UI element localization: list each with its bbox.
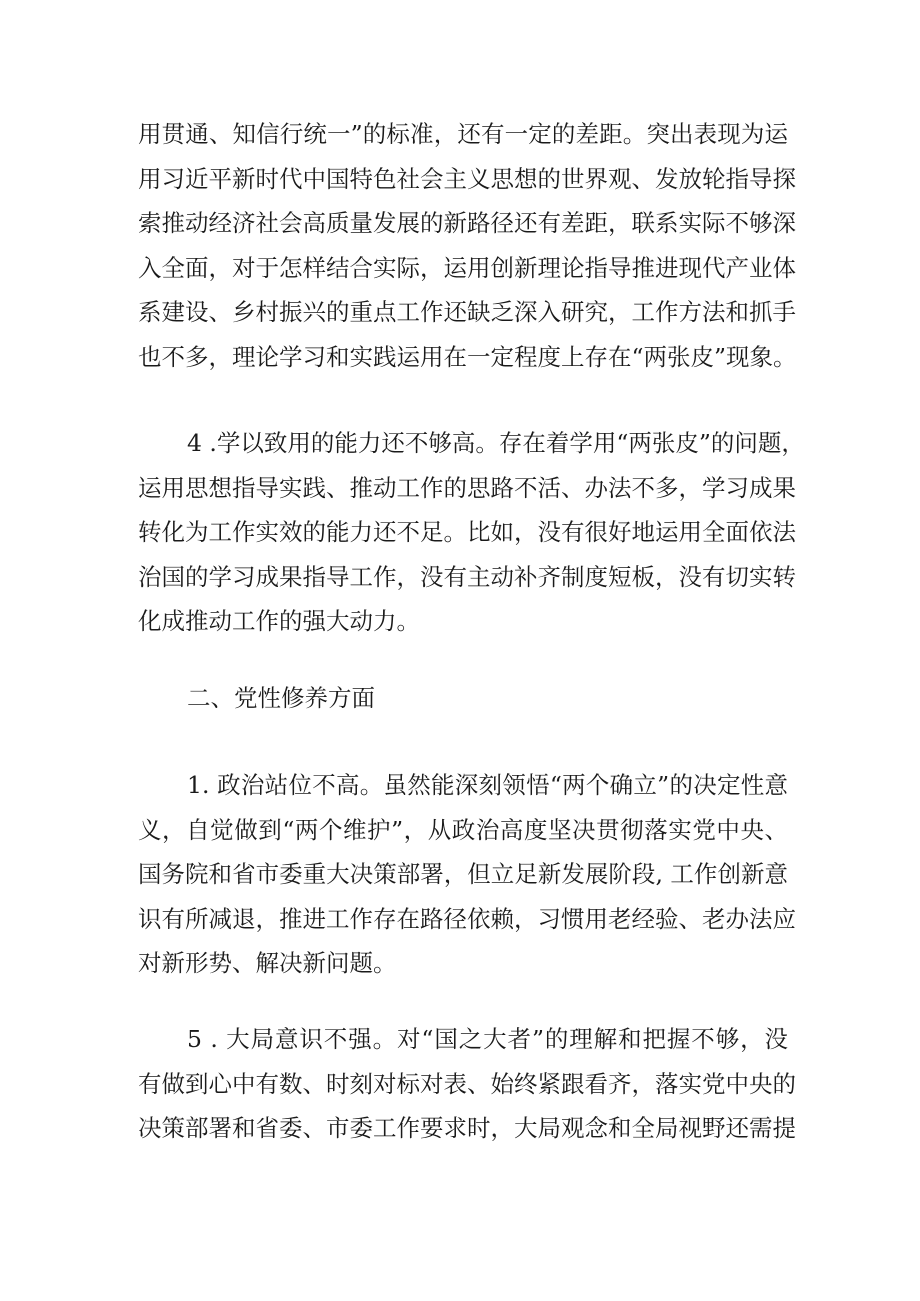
text-line: 决策部署和省委、市委工作要求时，大局观念和全局视野还需提 bbox=[138, 1114, 796, 1142]
text-line: 国务院和省市委重大决策部署，但立足新发展阶段, 工作创新意 bbox=[138, 860, 788, 888]
paragraph-item-5 bbox=[138, 1017, 796, 1151]
paragraph-theory-application bbox=[138, 112, 797, 379]
text-line: 索推动经济社会高质量发展的新路径还有差距，联系实际不够深 bbox=[138, 209, 796, 237]
text-line: 转化为工作实效的能力还不足。比如，没有很好地运用全面依法 bbox=[138, 518, 796, 546]
text-line: 治国的学习成果指导工作，没有主动补齐制度短板，没有切实转 bbox=[138, 562, 796, 591]
text-line: 有做到心中有数、时刻对标对表、始终紧跟看齐，落实党中央的 bbox=[138, 1069, 796, 1098]
text-line: 系建设、乡村振兴的重点工作还缺乏深入研究，工作方法和抓手 bbox=[138, 298, 796, 326]
text-line: 运用思想指导实践、推动工作的思路不活、办法不多，学习成果 bbox=[138, 473, 796, 502]
text-line: 识有所减退，推进工作存在路径依赖，习惯用老经验、老办法应 bbox=[138, 904, 796, 933]
section-heading bbox=[138, 676, 788, 721]
paragraph-item-4 bbox=[138, 421, 805, 644]
text-line: 入全面，对于怎样结合实际，运用创新理论指导推进现代产业体 bbox=[138, 253, 796, 282]
text-line: 义，自觉做到“两个维护”，从政治高度坚决贯彻落实党中央、 bbox=[138, 815, 788, 844]
text-line: 5 . 大局意识不强。对“国之大者”的理解和把握不够，没 bbox=[187, 1025, 788, 1053]
text-line: 4 .学以致用的能力还不够高。存在着学用“两张皮”的问题， bbox=[187, 429, 805, 457]
heading-text: 二、党性修养方面 bbox=[187, 684, 375, 712]
text-line: 化成推动工作的强大动力。 bbox=[138, 607, 420, 635]
text-line: 1. 政治站位不高。虽然能深刻领悟“两个确立”的决定性意 bbox=[187, 771, 788, 799]
text-line: 对新形势、解决新问题。 bbox=[138, 949, 397, 977]
paragraph-item-1 bbox=[138, 763, 796, 986]
text-line: 也不多，理论学习和实践运用在一定程度上存在“两张皮”现象。 bbox=[138, 342, 797, 371]
text-line: 用贯通、知信行统一”的标准，还有一定的差距。突出表现为运 bbox=[138, 120, 788, 148]
text-line: 用习近平新时代中国特色社会主义思想的世界观、发放轮指导探 bbox=[138, 164, 796, 193]
